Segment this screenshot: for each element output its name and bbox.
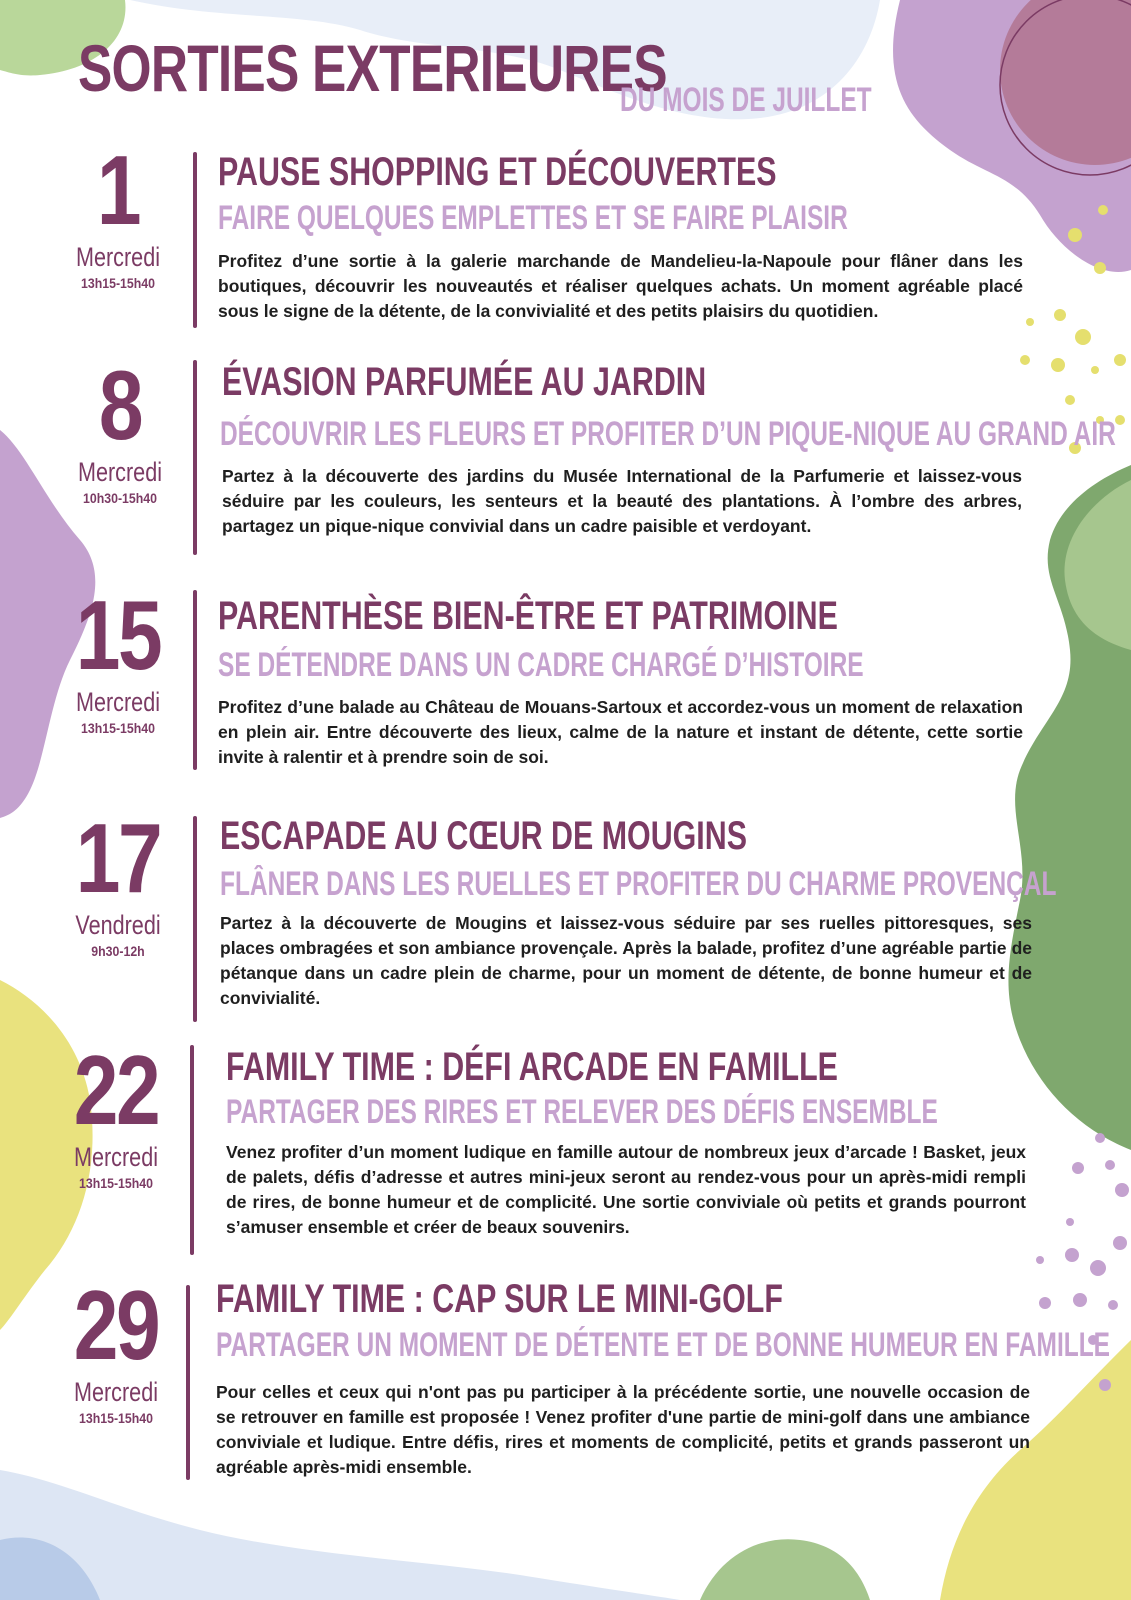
weekday: Mercredi xyxy=(73,1142,159,1172)
day-number: 22 xyxy=(73,1035,159,1145)
event-subtitle: PARTAGER UN MOMENT DE DÉTENTE ET DE BONNE HUMEUR EN FAMILLE xyxy=(216,1326,1110,1364)
event-description: Partez à la découverte des jardins du Musée International de la Parfumerie et laissez-vous séduire par les couleurs, les senteurs et la beauté des plantations. À l’ombre des arbres, partagez un pique-nique convivial dans un cadre paisible et verdoyant. xyxy=(222,466,1022,536)
divider-line xyxy=(193,816,197,1022)
event-description: Profitez d’une balade au Château de Mouans-Sartoux et accordez-vous un moment de relaxation en plein air. Entre découverte des lieux, calme de la nature et instant de détente, cette sortie invite à ralentir et à prendre soin de soi. xyxy=(218,697,1023,767)
day-number: 1 xyxy=(96,135,140,245)
event-date xyxy=(58,135,178,292)
event-date xyxy=(58,803,178,960)
divider-line xyxy=(193,152,197,328)
event-title: FAMILY TIME : CAP SUR LE MINI-GOLF xyxy=(216,1277,783,1321)
divider-line xyxy=(186,1285,190,1480)
event-description: Profitez d’une sortie à la galerie marchande de Mandelieu-la-Napoule pour flâner dans les boutiques, découvrir les nouveautés et réaliser quelques achats. Un moment agréable placé sous le signe de la détente, de la convivialité et des petits plaisirs du quotidien. xyxy=(218,251,1023,321)
event-title: PAUSE SHOPPING ET DÉCOUVERTES xyxy=(218,150,777,194)
weekday: Mercredi xyxy=(73,1377,159,1407)
event-description: Partez à la découverte de Mougins et laissez-vous séduire par ses ruelles pittoresques, ses places ombragées et son ambiance provençale. Après la balade, profitez d’une agréable partie de pétanque dans un cadre plein de charme, pour un moment de détente, de bonne humeur et de convivialité. xyxy=(220,913,1032,1008)
event-subtitle: PARTAGER DES RIRES ET RELEVER DES DÉFIS ENSEMBLE xyxy=(226,1093,938,1131)
hours: 10h30-15h40 xyxy=(83,490,157,506)
weekday: Mercredi xyxy=(75,687,161,717)
day-number: 29 xyxy=(73,1270,159,1380)
event-subtitle: SE DÉTENDRE DANS UN CADRE CHARGÉ D’HISTOIRE xyxy=(218,646,864,684)
page-title: SORTIES EXTERIEURES xyxy=(78,31,667,105)
weekday: Mercredi xyxy=(77,457,163,487)
divider-line xyxy=(193,360,197,555)
event-subtitle: FLÂNER DANS LES RUELLES ET PROFITER DU CHARME PROVENÇAL xyxy=(220,865,1057,903)
event-title: ÉVASION PARFUMÉE AU JARDIN xyxy=(222,360,707,404)
weekday: Vendredi xyxy=(75,910,161,940)
event-description: Pour celles et ceux qui n'ont pas pu participer à la précédente sortie, une nouvelle occasion de se retrouver en famille est proposée ! Venez profiter d'une partie de mini-golf dans une ambiance conviviale et ludique. Entre défis, rires et moments de complicité, petits et grands passeront un agréable après-midi ensemble. xyxy=(216,1382,1030,1477)
divider-line xyxy=(190,1045,194,1255)
day-number: 8 xyxy=(98,350,142,460)
event-date xyxy=(58,580,178,737)
event-title: FAMILY TIME : DÉFI ARCADE EN FAMILLE xyxy=(226,1045,838,1089)
weekday: Mercredi xyxy=(75,242,161,272)
event-date xyxy=(56,1270,176,1427)
hours: 13h15-15h40 xyxy=(79,1410,153,1426)
hours: 13h15-15h40 xyxy=(79,1175,153,1191)
divider-line xyxy=(193,590,197,770)
hours: 13h15-15h40 xyxy=(81,720,155,736)
day-number: 15 xyxy=(75,580,161,690)
hours: 13h15-15h40 xyxy=(81,275,155,291)
event-date xyxy=(60,350,180,507)
event-date xyxy=(56,1035,176,1192)
hours: 9h30-12h xyxy=(91,943,145,959)
green-semicircle-bottom xyxy=(700,1539,870,1600)
event-title: PARENTHÈSE BIEN-ÊTRE ET PATRIMOINE xyxy=(218,594,838,638)
event-title: ESCAPADE AU CŒUR DE MOUGINS xyxy=(220,814,747,858)
blue-blob-bottom xyxy=(0,1470,680,1600)
event-description: Venez profiter d’un moment ludique en famille autour de nombreux jeux d’arcade ! Basket, jeux de palets, défis d’adresse et autres mini-jeux seront au rendez-vous pour un après-midi rempli de rires, de bonne humeur et de complicité. Une sortie conviviale où petits et grands pourront s’amuser ensemble et créer de beaux souvenirs. xyxy=(226,1142,1026,1237)
page-subtitle: DU MOIS DE JUILLET xyxy=(620,81,872,119)
day-number: 17 xyxy=(75,803,161,913)
event-subtitle: DÉCOUVRIR LES FLEURS ET PROFITER D’UN PIQUE-NIQUE AU GRAND AIR xyxy=(220,415,1116,453)
event-subtitle: FAIRE QUELQUES EMPLETTES ET SE FAIRE PLAISIR xyxy=(218,199,848,237)
